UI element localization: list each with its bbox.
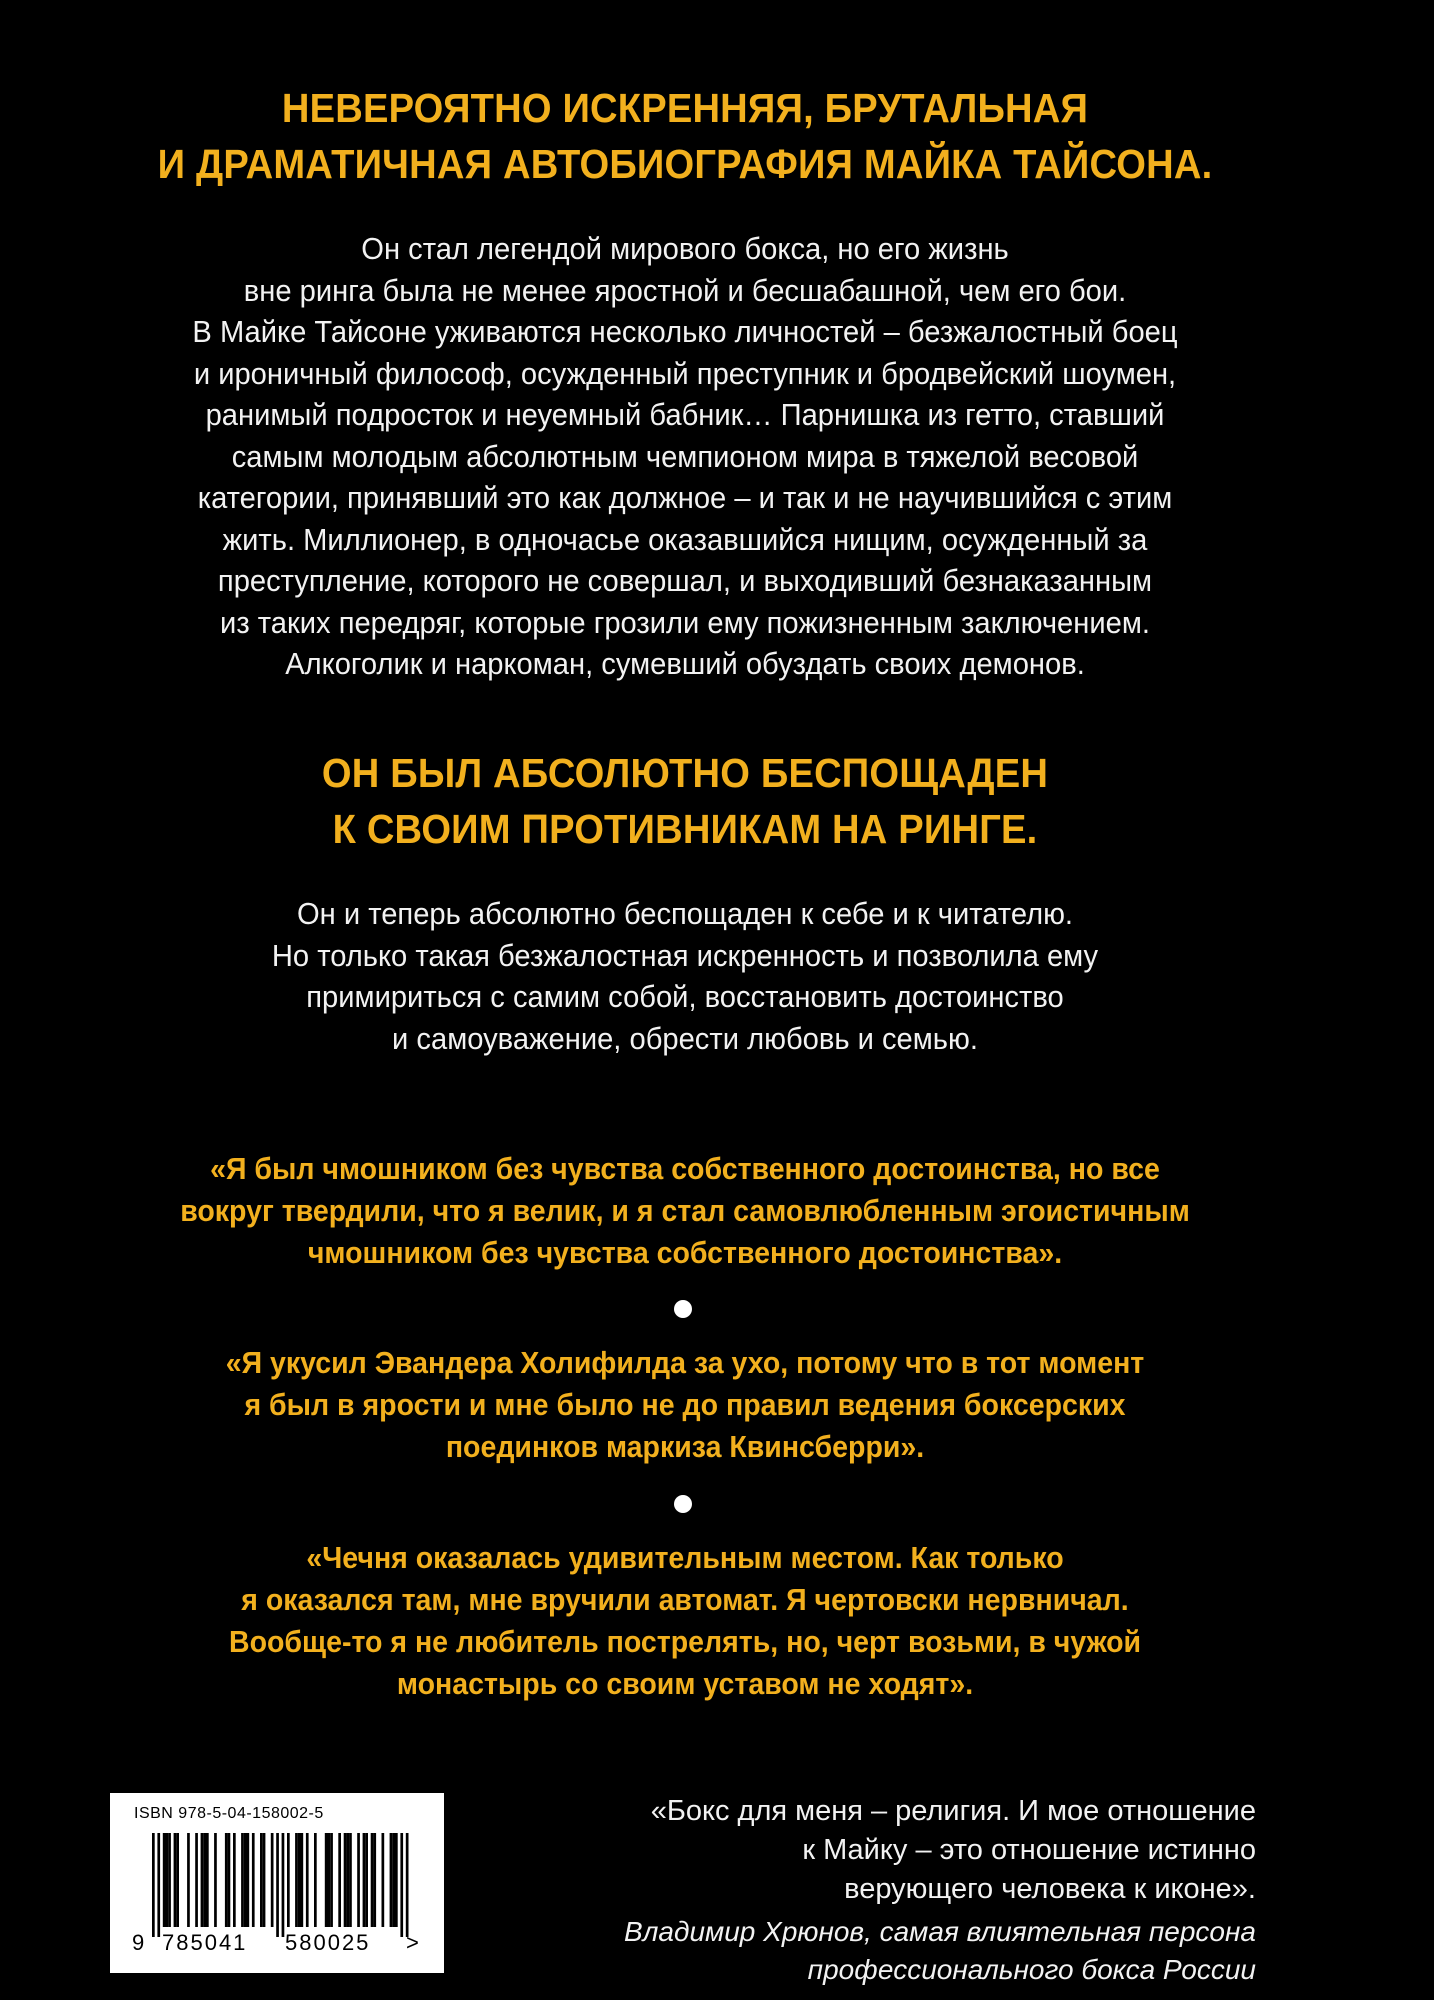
barcode-bar: [176, 1833, 179, 1927]
secondary-line: и самоуважение, обрести любовь и семью.: [392, 1020, 978, 1056]
quote-line: вокруг твердили, что я велик, и я стал самовлюбленным эгоистичным: [180, 1193, 1190, 1228]
description-line: В Майке Тайсоне уживаются несколько личностей – безжалостный боец: [192, 314, 1178, 349]
barcode-bar: [276, 1833, 279, 1937]
headline-secondary-line-1: ОН БЫЛ АБСОЛЮТНО БЕСПОЩАДЕН: [321, 750, 1049, 796]
description-line: Алкоголик и наркоман, сумевший обуздать своих демонов.: [285, 646, 1085, 681]
quote-line: монастырь со своим уставом не ходят».: [396, 1666, 974, 1701]
secondary-line: примириться с самим собой, восстановить достоинство: [306, 979, 1064, 1014]
barcode-bar: [287, 1833, 290, 1927]
barcode-bar: [252, 1833, 255, 1927]
barcode-bar: [344, 1833, 347, 1927]
barcode-bar: [390, 1833, 393, 1927]
barcode-bar: [400, 1833, 403, 1937]
quote-line: «Чечня оказалась удивительным местом. Как только: [306, 1540, 1064, 1575]
author-line: профессионального бокса России: [807, 1954, 1256, 1985]
barcode-bar: [244, 1833, 247, 1927]
headline-main-line-2: И ДРАМАТИЧНАЯ АВТОБИОГРАФИЯ МАЙКА ТАЙСОНА.: [157, 141, 1213, 187]
description-line: ранимый подросток и неуемный бабник… Парнишка из гетто, ставший: [205, 397, 1165, 432]
ean-first-digit: 9: [132, 1930, 147, 1955]
barcode-bar: [371, 1833, 374, 1927]
barcode-bar: [168, 1833, 171, 1927]
barcode-bar: [152, 1833, 155, 1937]
barcode-bar: [241, 1833, 244, 1927]
quote-line: «Я укусил Эвандера Холифилда за ухо, потому что в тот момент: [225, 1345, 1145, 1380]
barcode-bar: [247, 1833, 250, 1927]
barcode-bar: [306, 1833, 309, 1927]
barcode-bar: [314, 1833, 317, 1927]
secondary-line: Он и теперь абсолютно беспощаден к себе и к читателю.: [296, 896, 1074, 931]
secondary-line: Но только такая безжалостная искренность и позволила ему: [271, 937, 1099, 973]
description-line: категории, принявший это как должное – и так и не научившийся с этим: [197, 480, 1173, 515]
quote-line: я был в ярости и мне было не до правил ведения боксерских: [244, 1387, 1126, 1422]
barcode-bar: [363, 1833, 366, 1927]
barcode-bar: [346, 1833, 349, 1927]
barcode-bar: [163, 1833, 166, 1927]
barcode-bar: [330, 1833, 333, 1927]
barcode-bar: [206, 1833, 209, 1927]
barcode-bar: [201, 1833, 204, 1927]
barcode-bar: [271, 1833, 274, 1927]
secondary-paragraph: [126, 893, 1245, 1059]
ean-right-group: 580025: [285, 1930, 371, 1955]
quote-line: поединков маркиза Квинсберри».: [445, 1429, 925, 1464]
barcode-bar: [214, 1833, 217, 1927]
headline-main: [132, 80, 1239, 192]
barcode-bar: [295, 1833, 298, 1927]
barcode-bar: [166, 1833, 169, 1927]
author-line: Владимир Хрюнов, самая влиятельная персона: [623, 1916, 1256, 1947]
quote-3: [138, 1537, 1233, 1705]
barcode-bar: [382, 1833, 385, 1927]
description-line: жить. Миллионер, в одночасье оказавшийся нищим, осужденный за: [222, 521, 1148, 557]
barcode-bar: [225, 1833, 228, 1927]
description-line: из таких передряг, которые грозили ему пожизненным заключением.: [220, 604, 1150, 640]
ean-left-group: 785041: [162, 1930, 248, 1955]
ean-quiet-mark: >: [406, 1930, 421, 1955]
barcode-bar: [406, 1833, 409, 1937]
barcode-bar: [365, 1833, 368, 1927]
quote-line: чмошником без чувства собственного достоинства».: [307, 1235, 1063, 1270]
description-line: Он стал легендой мирового бокса, но его жизнь: [361, 231, 1009, 266]
endorsement-author: [496, 1913, 1256, 1989]
description-line: преступление, которого не совершал, и выходивший безнаказанным: [217, 563, 1153, 598]
barcode-bar: [195, 1833, 198, 1927]
endorsement-line: к Майку – это отношение истинно: [802, 1834, 1256, 1866]
barcode-bar: [373, 1833, 376, 1927]
barcode-bar: [298, 1833, 301, 1927]
description-line: и ироничный философ, осужденный преступник и бродвейский шоумен,: [193, 355, 1177, 391]
endorsement-line: «Бокс для меня – религия. И мое отношение: [650, 1795, 1256, 1827]
barcode-bar: [187, 1833, 190, 1927]
quote-2: [138, 1342, 1233, 1468]
bullet-separator-icon: [674, 1495, 692, 1513]
barcode-bar: [328, 1833, 331, 1927]
description-line: самым молодым абсолютным чемпионом мира в тяжелой весовой: [231, 438, 1139, 474]
barcode-bars: [110, 1793, 444, 1973]
quote-line: Вообще-то я не любитель пострелять, но, черт возьми, в чужой: [228, 1624, 1142, 1659]
barcode-bar: [392, 1833, 395, 1927]
barcode-bar: [203, 1833, 206, 1927]
barcode-bar: [357, 1833, 360, 1927]
description-paragraph: [126, 228, 1245, 685]
barcode-bar: [325, 1833, 328, 1927]
description-line: вне ринга была не менее яростной и бесшабашной, чем его бои.: [243, 272, 1127, 308]
barcode-bar: [233, 1833, 236, 1927]
quote-line: я оказался там, мне вручили автомат. Я чертовски нервничал.: [241, 1582, 1129, 1617]
barcode-bar: [260, 1833, 263, 1927]
bullet-separator-icon: [674, 1300, 692, 1318]
barcode-bar: [263, 1833, 266, 1927]
headline-secondary: [132, 745, 1239, 857]
barcode-bar: [282, 1833, 285, 1937]
headline-secondary-line-2: К СВОИМ ПРОТИВНИКАМ НА РИНГЕ.: [332, 806, 1038, 852]
quote-1: [138, 1148, 1233, 1274]
isbn-label: ISBN 978-5-04-158002-5: [134, 1805, 324, 1822]
headline-main-line-1: НЕВЕРОЯТНО ИСКРЕННЯЯ, БРУТАЛЬНАЯ: [281, 85, 1089, 131]
barcode-bar: [228, 1833, 231, 1927]
endorsement-line: верующего человека к иконе».: [844, 1873, 1256, 1905]
endorsement-quote: [556, 1792, 1256, 1909]
barcode-bar: [301, 1833, 304, 1927]
barcode-bar: [395, 1833, 398, 1927]
quote-line: «Я был чмошником без чувства собственного достоинства, но все: [210, 1151, 1160, 1186]
barcode-bar: [349, 1833, 352, 1927]
barcode-bar: [338, 1833, 341, 1927]
barcode-bar: [157, 1833, 160, 1937]
barcode-bar: [174, 1833, 177, 1927]
isbn-barcode: [110, 1793, 444, 1973]
